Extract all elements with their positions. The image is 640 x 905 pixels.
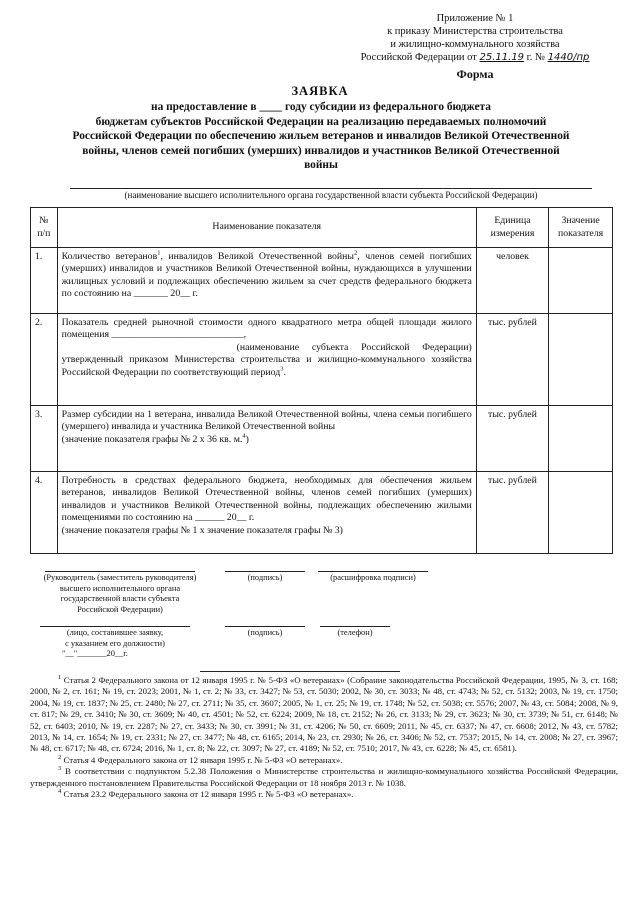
authority-caption: (наименование высшего исполнительного органа государственной власти субъекта Российской Федерации) — [124, 190, 538, 200]
preparer-signature-field — [225, 626, 305, 639]
row1-text-b: , инвалидов Великой Отечественной войны — [160, 251, 355, 262]
row3-text-a: Размер субсидии на 1 ветерана, инвалида Великой Отечественной войны, члена семьи погибшего (умершего) инвалида и участника Великой Отечественной войны — [61, 409, 472, 433]
row-unit: тыс. рублей — [476, 406, 548, 472]
header-unit: Единица измерения — [476, 208, 548, 248]
appendix-line4 — [335, 51, 615, 64]
footnote-3-mark: 3 — [58, 765, 62, 773]
signature-caption: (подпись) — [247, 573, 283, 582]
appendix-header — [335, 12, 615, 64]
signature2-caption: (подпись) — [247, 628, 283, 637]
signature2-line — [225, 626, 305, 627]
subtitle-line1: на предоставление в ____ году субсидии из федерального бюджета — [151, 101, 491, 113]
table-row — [31, 406, 613, 472]
footnote-2-text: Статья 4 Федерального закона от 12 января 1995 г. № 5-ФЗ «О ветеранах». — [63, 754, 343, 765]
row-unit: человек — [476, 248, 548, 314]
footnote-2-mark: 2 — [58, 753, 62, 761]
row-text — [57, 472, 476, 554]
decoding-caption: (расшифровка подписи) — [330, 573, 416, 582]
row2-text-c: утвержденный приказом Министерства строительства и жилищно-коммунального хозяйства Российской Федерации по соответствующий период — [61, 354, 472, 378]
form-label: Форма — [456, 67, 494, 81]
head-signature-caption — [40, 571, 200, 615]
footnote-4-text: Статья 23.2 Федерального закона от 12 января 1995 г. № 5-ФЗ «О ветеранах». — [63, 789, 354, 800]
header-value: Значение показателя — [549, 208, 613, 248]
table-row — [31, 314, 613, 406]
appendix-line4-prefix: Российской Федерации от — [360, 52, 477, 63]
header-name: Наименование показателя — [57, 208, 476, 248]
table-header-row — [31, 208, 613, 248]
appendix-line3: и жилищно-коммунального хозяйства — [390, 39, 560, 50]
footnote-1-text: Статья 2 Федерального закона от 12 января 1995 г. № 5-ФЗ «О ветеранах» (Собрание законодательства Российской Федерации, 1995, № 3, ст. 168; 2000, № 2, ст. 161; № 19, ст. 2023; 2001, № 1, ст. 2; № 33, ст. 3427; № 53, ст. 5030; 2002, № 30, ст. 3033; № 48, ст. 4743; № 52, ст. 5132; 2003, № 19, ст. 1750; 2004, № 19, ст. 1837; № 25, ст. 2480; № 27, ст. 2711; № 35, ст. 3607; 2005, № 1, ст. 25; № 19, ст. 1748; № 52, ст. 5038; ст. 5576; 2007, № 43, ст. 5084; 2008, № 9, ст. 817; № 29, ст. 3410; № 30, ст. 3609; № 40, ст. 4501; № 52, ст. 6224; 2009, № 18, ст. 2152; № 26, ст. 3133; № 29, ст. 3623; № 30, ст. 3739; № 51, ст. 6148; № 52, ст. 6403; 2010, № 19, ст. 2287; № 27, ст. 3433; № 30, ст. 3991; № 31, ст. 4206; № 50, ст. 6609; 2011, № 45, ст. 6337; № 47, ст. 6608; 2012, № 43, ст. 5782; 2013, № 14, ст. 1654; № 19, ст. 2331; № 27, ст. 3477; № 48, ст. 6165; 2014, № 23, ст. 2930; № 26, ст. 3406; № 52, ст. 7537; 2015, № 14, ст. 2008; № 27, ст. 3967; № 48, ст. 6717; № 48, ст. 6724; 2016, № 1, ст. 8; № 22, ст. 3097; № 27, ст. 4189; № 52, ст. 7510; 2017, № 43, ст. 6228; № 45, ст. 6581). — [30, 675, 618, 754]
document-title: ЗАЯВКА — [291, 84, 349, 98]
row3-text-c: ) — [245, 433, 249, 445]
footnote-1-mark: 1 — [58, 674, 62, 682]
head-signature-line — [45, 571, 195, 572]
row4-text-b: (значение показателя графы № 1 х значение показателя графы № 3) — [61, 524, 343, 536]
footnotes — [30, 675, 618, 800]
handwritten-number: 1440/пр — [547, 52, 590, 63]
subtitle-line3: Российской Федерации по обеспечению жильем ветеранов и инвалидов Великой Отечественной — [72, 130, 570, 142]
table-row — [31, 472, 613, 554]
date-line: "__"_______20__г. — [62, 649, 128, 658]
head-caption-line4: Российской Федерации) — [77, 604, 163, 614]
decoding-field — [318, 571, 428, 584]
head-signature-field — [225, 571, 305, 584]
row2-text-b: (наименование субъекта Российской Федерации) — [236, 341, 472, 353]
phone-field — [320, 626, 390, 639]
footnote-4-mark: 4 — [58, 788, 62, 796]
preparer-caption-line1: (лицо, составившее заявку, — [66, 628, 164, 637]
head-caption-line3: государственной власти субъекта — [60, 594, 180, 603]
footnote-ref-4: 4 — [242, 432, 246, 440]
preparer-caption-line2: с указанием его должности) — [65, 638, 165, 648]
row-value — [549, 248, 613, 314]
row-unit: тыс. рублей — [476, 314, 548, 406]
footnote-1 — [30, 675, 618, 755]
row2-text-a: Показатель средней рыночной стоимости одного квадратного метра общей площади жилого помещения ___________________________, — [61, 317, 472, 341]
phone-caption: (телефон) — [337, 628, 373, 637]
preparer-line — [40, 626, 190, 627]
appendix-line4-mid: г. № — [526, 52, 546, 63]
row-num: 1. — [31, 248, 58, 314]
subtitle-line5: войны — [304, 159, 338, 171]
footnote-3 — [30, 766, 618, 789]
row-text — [57, 248, 476, 314]
table-row — [31, 248, 613, 314]
footnote-ref-2: 2 — [354, 249, 358, 257]
row-text — [57, 314, 476, 406]
head-caption-line2: высшего исполнительного органа — [59, 583, 181, 593]
row3-text-b: (значение показателя графы № 2 х 36 кв. м. — [61, 433, 243, 445]
row-unit: тыс. рублей — [476, 472, 548, 554]
row1-text-a: Количество ветеранов — [61, 251, 158, 262]
subtitle-line2: бюджетам субъектов Российской Федерации на реализацию передаваемых полномочий — [95, 115, 547, 128]
row4-text-a: Потребность в средствах федерального бюджета, необходимых для обеспечения жильем ветеранов, инвалидов Великой Отечественной войны, членов семей погибших (умерших) инвалидов и участников Великой Отечественной войны, подлежащих обеспечению жилыми помещениями по состоянию на ______ 20__ г. — [61, 475, 472, 524]
footnote-separator — [200, 671, 400, 672]
row-value — [549, 472, 613, 554]
row2-text-d: . — [283, 366, 286, 378]
footnote-4 — [30, 789, 618, 800]
row-value — [549, 314, 613, 406]
row-num: 2. — [31, 314, 58, 406]
row1-text-c: , членов семей погибших (умерших) инвалидов и участников Великой Отечественной войны, нуждающихся в улучшении жилищных условий и подлежащих обеспечению жильем за счет средств федерального бюджета по состоянию на _______ 20__ г. — [61, 251, 472, 300]
footnote-3-text: В соответствии с подпунктом 5.2.38 Положения о Министерстве строительства и жилищно-коммунального хозяйства Российской Федерации, утвержденного постановлением Правительства Российской Федерации от 18 ноября 2013 г. № 1038. — [30, 766, 618, 788]
row-value — [549, 406, 613, 472]
indicators-table — [30, 207, 613, 554]
head-caption-line1: (Руководитель (заместитель руководителя) — [43, 573, 197, 582]
footnote-ref-1: 1 — [157, 249, 161, 257]
decoding-line — [318, 571, 428, 572]
row-num: 3. — [31, 406, 58, 472]
document-subtitle — [40, 100, 602, 173]
row-num: 4. — [31, 472, 58, 554]
handwritten-date: 25.11.19 — [479, 52, 525, 63]
appendix-line2: к приказу Министерства строительства — [387, 26, 563, 37]
subtitle-line4: войны, членов семей погибших (умерших) инвалидов и участников Великой Отечественной — [82, 144, 560, 157]
signature-line — [225, 571, 305, 572]
footnote-ref-3: 3 — [280, 365, 284, 373]
footnote-2 — [30, 755, 618, 766]
authority-underline — [70, 188, 592, 189]
phone-line — [320, 626, 390, 627]
appendix-line1: Приложение № 1 — [436, 13, 514, 24]
header-num: № п/п — [31, 208, 58, 248]
preparer-caption — [40, 626, 190, 649]
row-text — [57, 406, 476, 472]
